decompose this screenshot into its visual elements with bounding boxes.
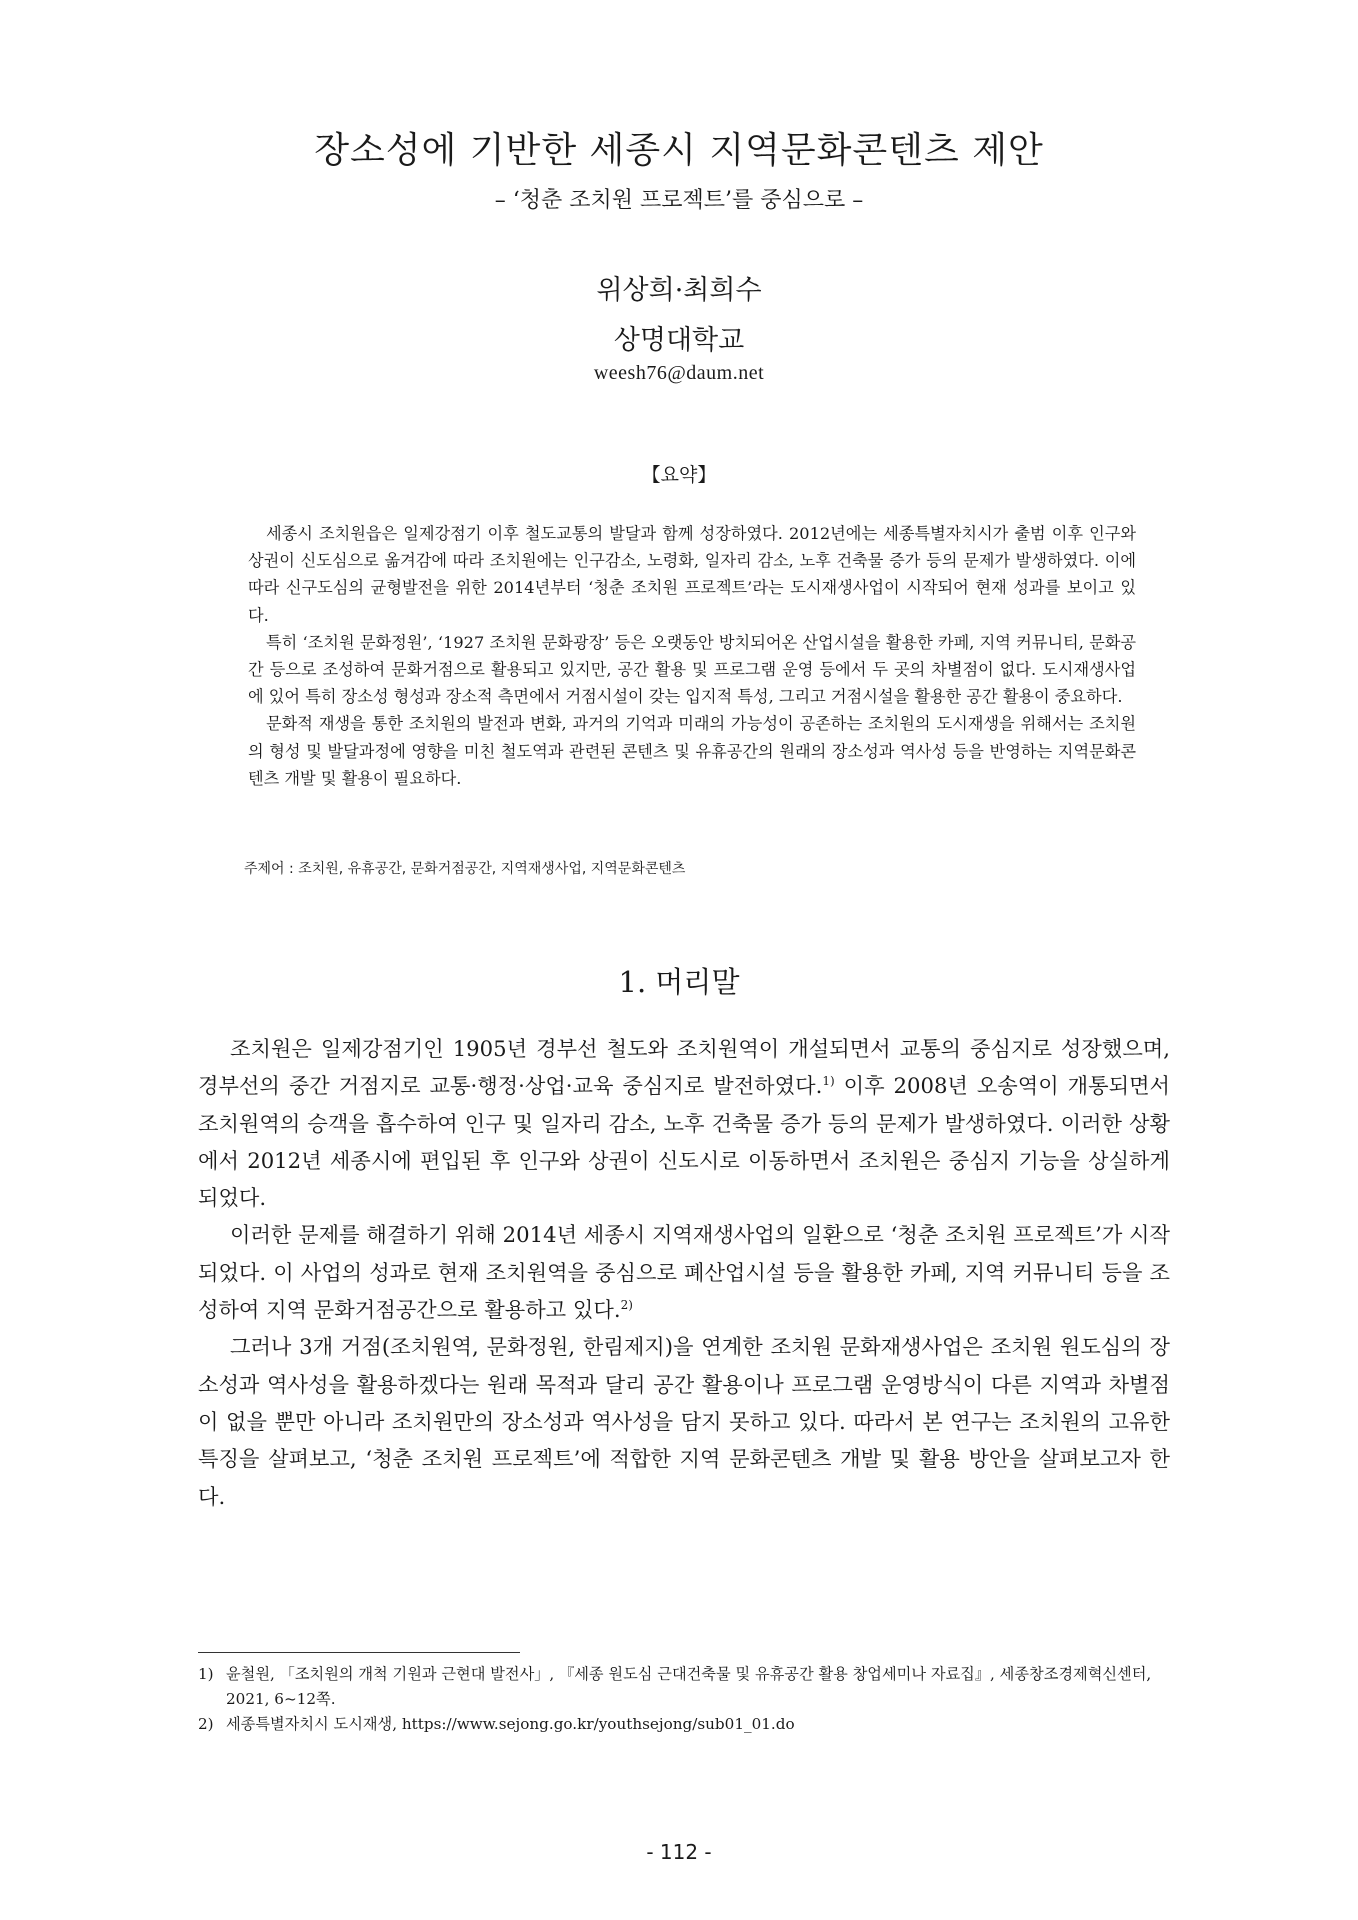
body-paragraph-2-text: 이러한 문제를 해결하기 위해 2014년 세종시 지역재생사업의 일환으로 ‘청춘 조치원 프로젝트’가 시작되었다. 이 사업의 성과로 현재 조치원역을 중심으로 폐산업시설 등을 활용한 카페, 지역 커뮤니티 등을 조성하여 지역 문화거점공간으로 활용하고 있다. — [198, 1222, 1170, 1323]
abstract-paragraph-1: 세종시 조치원읍은 일제강점기 이후 철도교통의 발달과 함께 성장하였다. 2012년에는 세종특별자치시가 출범 이후 인구와 상권이 신도심으로 옮겨감에 따라 조치원에는 인구감소, 노령화, 일자리 감소, 노후 건축물 증가 등의 문제가 발생하였다. 이에 따라 신구도심의 균형발전을 위한 2014년부터 ‘청춘 조치원 프로젝트’라는 도시재생사업이 시작되어 현재 성과를 보이고 있다. — [248, 524, 1136, 625]
abstract-heading: 【요약】 — [641, 464, 717, 486]
author-email: weesh76@daum.net — [593, 362, 765, 384]
abstract-paragraph-2: 특히 ‘조치원 문화정원’, ‘1927 조치원 문화광장’ 등은 오랫동안 방치되어온 산업시설을 활용한 카페, 지역 커뮤니티, 문화공간 등으로 조성하여 문화거점으로 활용되고 있지만, 공간 활용 및 프로그램 운영 등에서 두 곳의 차별점이 없다. 도시재생사업에 있어 특히 장소성 형성과 장소적 측면에서 거점시설이 갖는 입지적 특성, 그리고 거점시설을 활용한 공간 활용이 중요하다. — [248, 632, 1136, 707]
paper-affiliation: 상명대학교 — [613, 325, 745, 356]
footnote-1-number: 1) — [198, 1665, 214, 1683]
page-number: - 112 - — [646, 1840, 712, 1864]
footnote-1-text: 윤철원, 「조치원의 개척 기원과 근현대 발전사」, 『세종 원도심 근대건축물 및 유휴공간 활용 창업세미나 자료집』, 세종창조경제혁신센터, 2021, 6~12쪽. — [226, 1665, 1152, 1708]
abstract-body — [248, 520, 1136, 792]
paper-subtitle: – ‘청춘 조치원 프로젝트’를 중심으로 – — [494, 188, 864, 213]
footnote-ref-2[interactable]: 2) — [620, 1298, 633, 1313]
section-body — [198, 1030, 1170, 1515]
footnote-1 — [198, 1662, 1170, 1712]
footnotes — [198, 1662, 1170, 1737]
body-paragraph-3: 그러나 3개 거점(조치원역, 문화정원, 한림제지)을 연계한 조치원 문화재생사업은 조치원 원도심의 장소성과 역사성을 활용하겠다는 원래 목적과 달리 공간 활용이나 프로그램 운영방식이 다른 지역과 차별점이 없을 뿐만 아니라 조치원만의 장소성과 역사성을 담지 못하고 있다. 따라서 본 연구는 조치원의 고유한 특징을 살펴보고, ‘청춘 조치원 프로젝트’에 적합한 지역 문화콘텐츠 개발 및 활용 방안을 살펴보고자 한다. — [198, 1334, 1170, 1509]
footnote-divider — [198, 1652, 520, 1653]
footnote-2-number: 2) — [198, 1715, 214, 1733]
section-heading-introduction: 1. 머리말 — [618, 965, 740, 999]
body-paragraph-1-text: 조치원은 일제강점기인 1905년 경부선 철도와 조치원역이 개설되면서 교통의 중심지로 성장했으며, 경부선의 중간 거점지로 교통·행정·상업·교육 중심지로 발전하였다. — [198, 1036, 1170, 1099]
body-paragraph-2 — [198, 1216, 1170, 1328]
paper-authors: 위상희·최희수 — [596, 275, 762, 306]
abstract-paragraph-3: 문화적 재생을 통한 조치원의 발전과 변화, 과거의 기억과 미래의 가능성이 공존하는 조치원의 도시재생을 위해서는 조치원의 형성 및 발달과정에 영향을 미친 철도역과 관련된 콘텐츠 및 유휴공간의 원래의 장소성과 역사성 등을 반영하는 지역문화콘텐츠 개발 및 활용이 필요하다. — [248, 714, 1136, 788]
footnote-2-text: 세종특별자치시 도시재생, https://www.sejong.go.kr/youthsejong/sub01_01.do — [226, 1715, 795, 1733]
paper-title: 장소성에 기반한 세종시 지역문화콘텐츠 제안 — [314, 130, 1044, 171]
body-paragraph-1 — [198, 1030, 1170, 1216]
footnote-2 — [198, 1712, 1170, 1737]
body-paragraph-1-cont: 이후 2008년 오송역이 개통되면서 조치원역의 승객을 흡수하여 인구 및 일자리 감소, 노후 건축물 증가 등의 문제가 발생하였다. 이러한 상황에서 2012년 세종시에 편입된 후 인구와 상권이 신도시로 이동하면서 조치원은 중심지 기능을 상실하게 되었다. — [198, 1073, 1170, 1211]
keywords-line: 주제어 : 조치원, 유휴공간, 문화거점공간, 지역재생사업, 지역문화콘텐츠 — [244, 861, 686, 877]
footnote-ref-1[interactable]: 1) — [822, 1074, 835, 1089]
